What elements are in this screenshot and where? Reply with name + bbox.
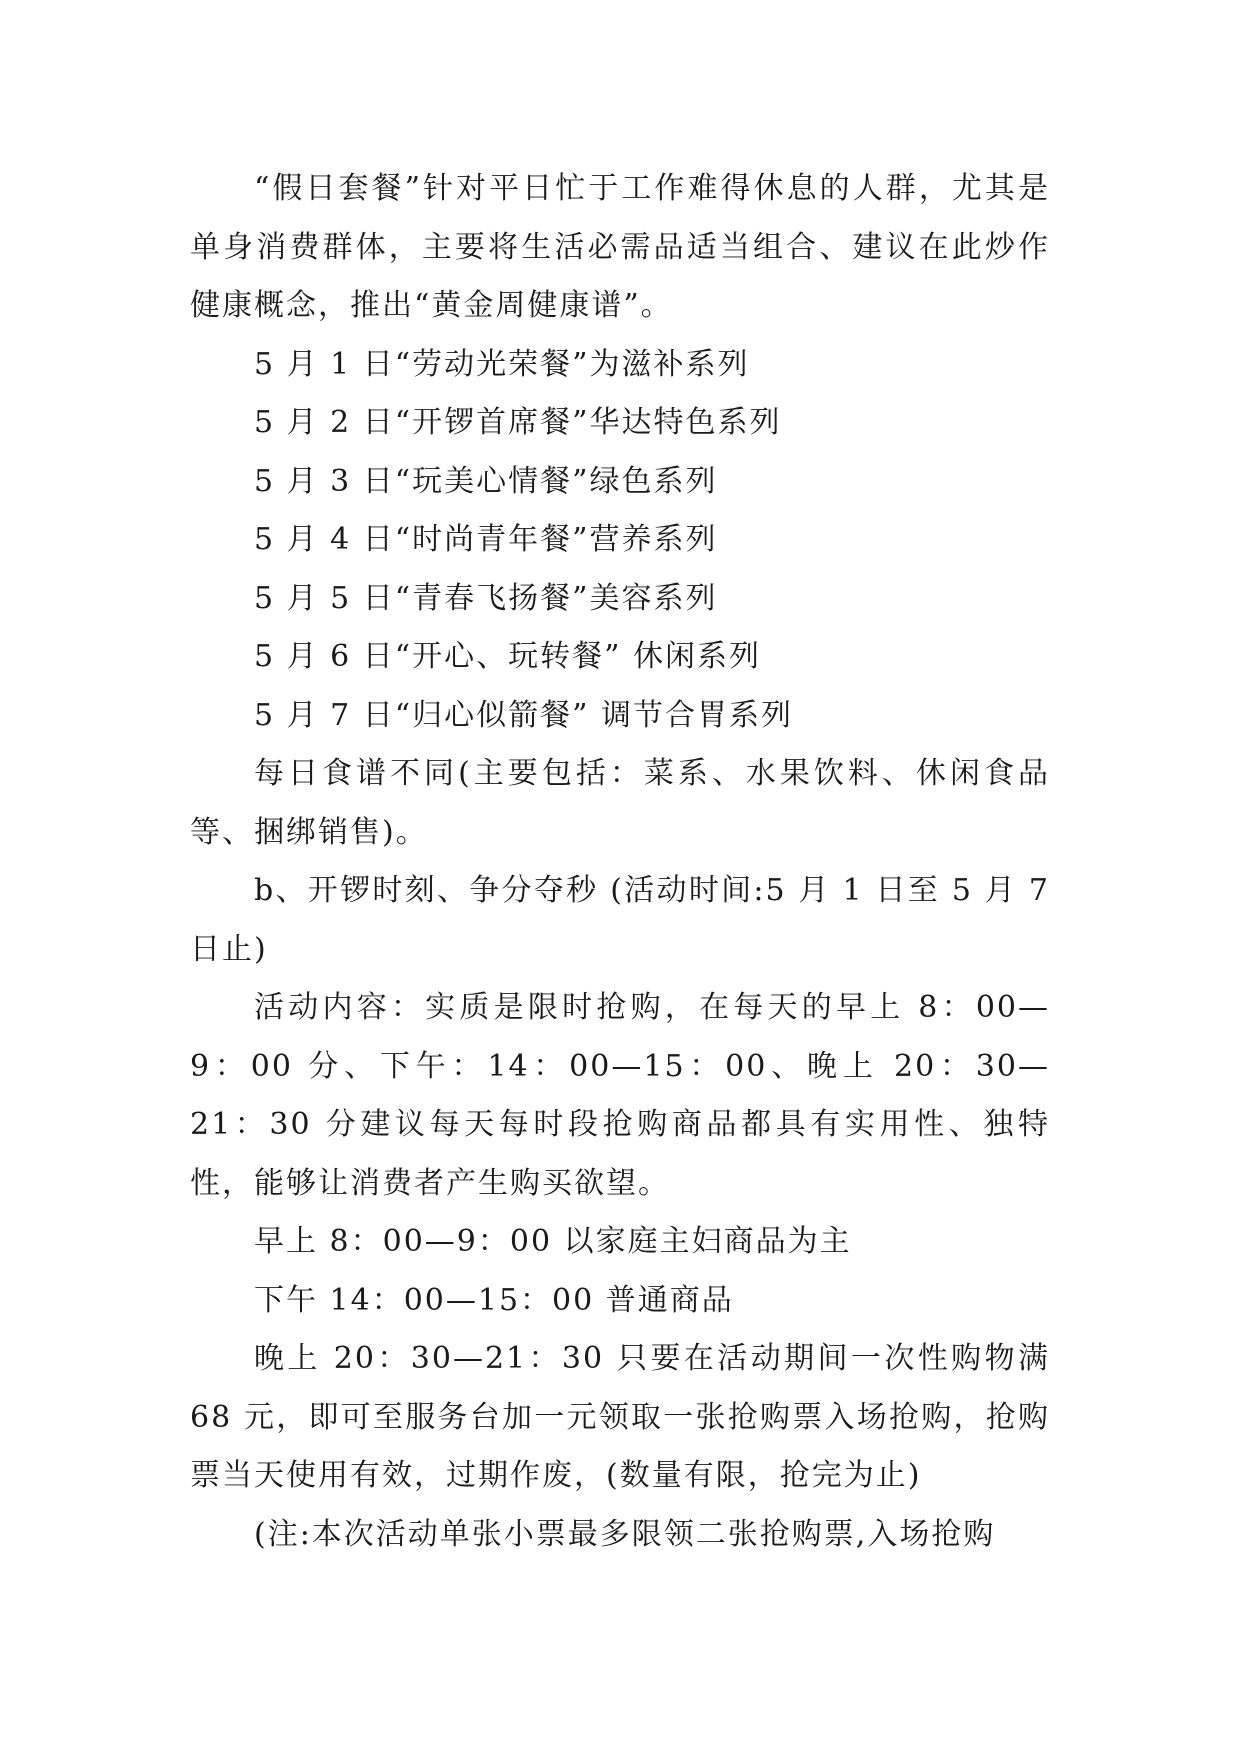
paragraph-may-7: 5 月 7 日“归心似箭餐” 调节合胃系列 bbox=[254, 697, 793, 733]
paragraph-flash-sale-heading: b、开锣时刻、争分夺秒 (活动时间:5 月 1 日至 5 月 7 日止) bbox=[190, 873, 1050, 967]
paragraph-may-2: 5 月 2 日“开锣首席餐”华达特色系列 bbox=[254, 405, 782, 440]
paragraph-morning-slot: 早上 8：00—9：00 以家庭主妇商品为主 bbox=[254, 1224, 852, 1259]
paragraph-may-4: 5 月 4 日“时尚青年餐”营养系列 bbox=[254, 522, 718, 557]
paragraph-note: (注:本次活动单张小票最多限领二张抢购票,入场抢购 bbox=[254, 1516, 996, 1552]
paragraph-afternoon-slot: 下午 14：00—15：00 普通商品 bbox=[254, 1282, 734, 1318]
paragraph-may-3: 5 月 3 日“玩美心情餐”绿色系列 bbox=[254, 463, 718, 499]
document-body bbox=[190, 160, 1050, 1564]
paragraph-may-6: 5 月 6 日“开心、玩转餐” 休闲系列 bbox=[254, 639, 761, 674]
paragraph-holiday-package: “假日套餐”针对平日忙于工作难得休息的人群，尤其是单身消费群体，主要将生活必需品适当组合、建议在此炒作健康概念，推出“黄金周健康谱”。 bbox=[190, 171, 1050, 323]
paragraph-daily-menu: 每日食谱不同(主要包括：菜系、水果饮料、休闲食品等、捆绑销售)。 bbox=[190, 756, 1050, 850]
paragraph-evening-slot: 晚上 20：30—21：30 只要在活动期间一次性购物满 68 元，即可至服务台加一元领取一张抢购票入场抢购，抢购票当天使用有效，过期作废，(数量有限，抢完为止) bbox=[190, 1341, 1050, 1493]
paragraph-may-5: 5 月 5 日“青春飞扬餐”美容系列 bbox=[254, 580, 718, 616]
paragraph-activity-content: 活动内容：实质是限时抢购，在每天的早上 8：00—9：00 分、下午：14：00—15：00、晚上 20：30—21：30 分建议每天每时段抢购商品都具有实用性、独特性，能够让消费者产生购买欲望。 bbox=[190, 990, 1050, 1201]
paragraph-may-1: 5 月 1 日“劳动光荣餐”为滋补系列 bbox=[254, 346, 750, 382]
